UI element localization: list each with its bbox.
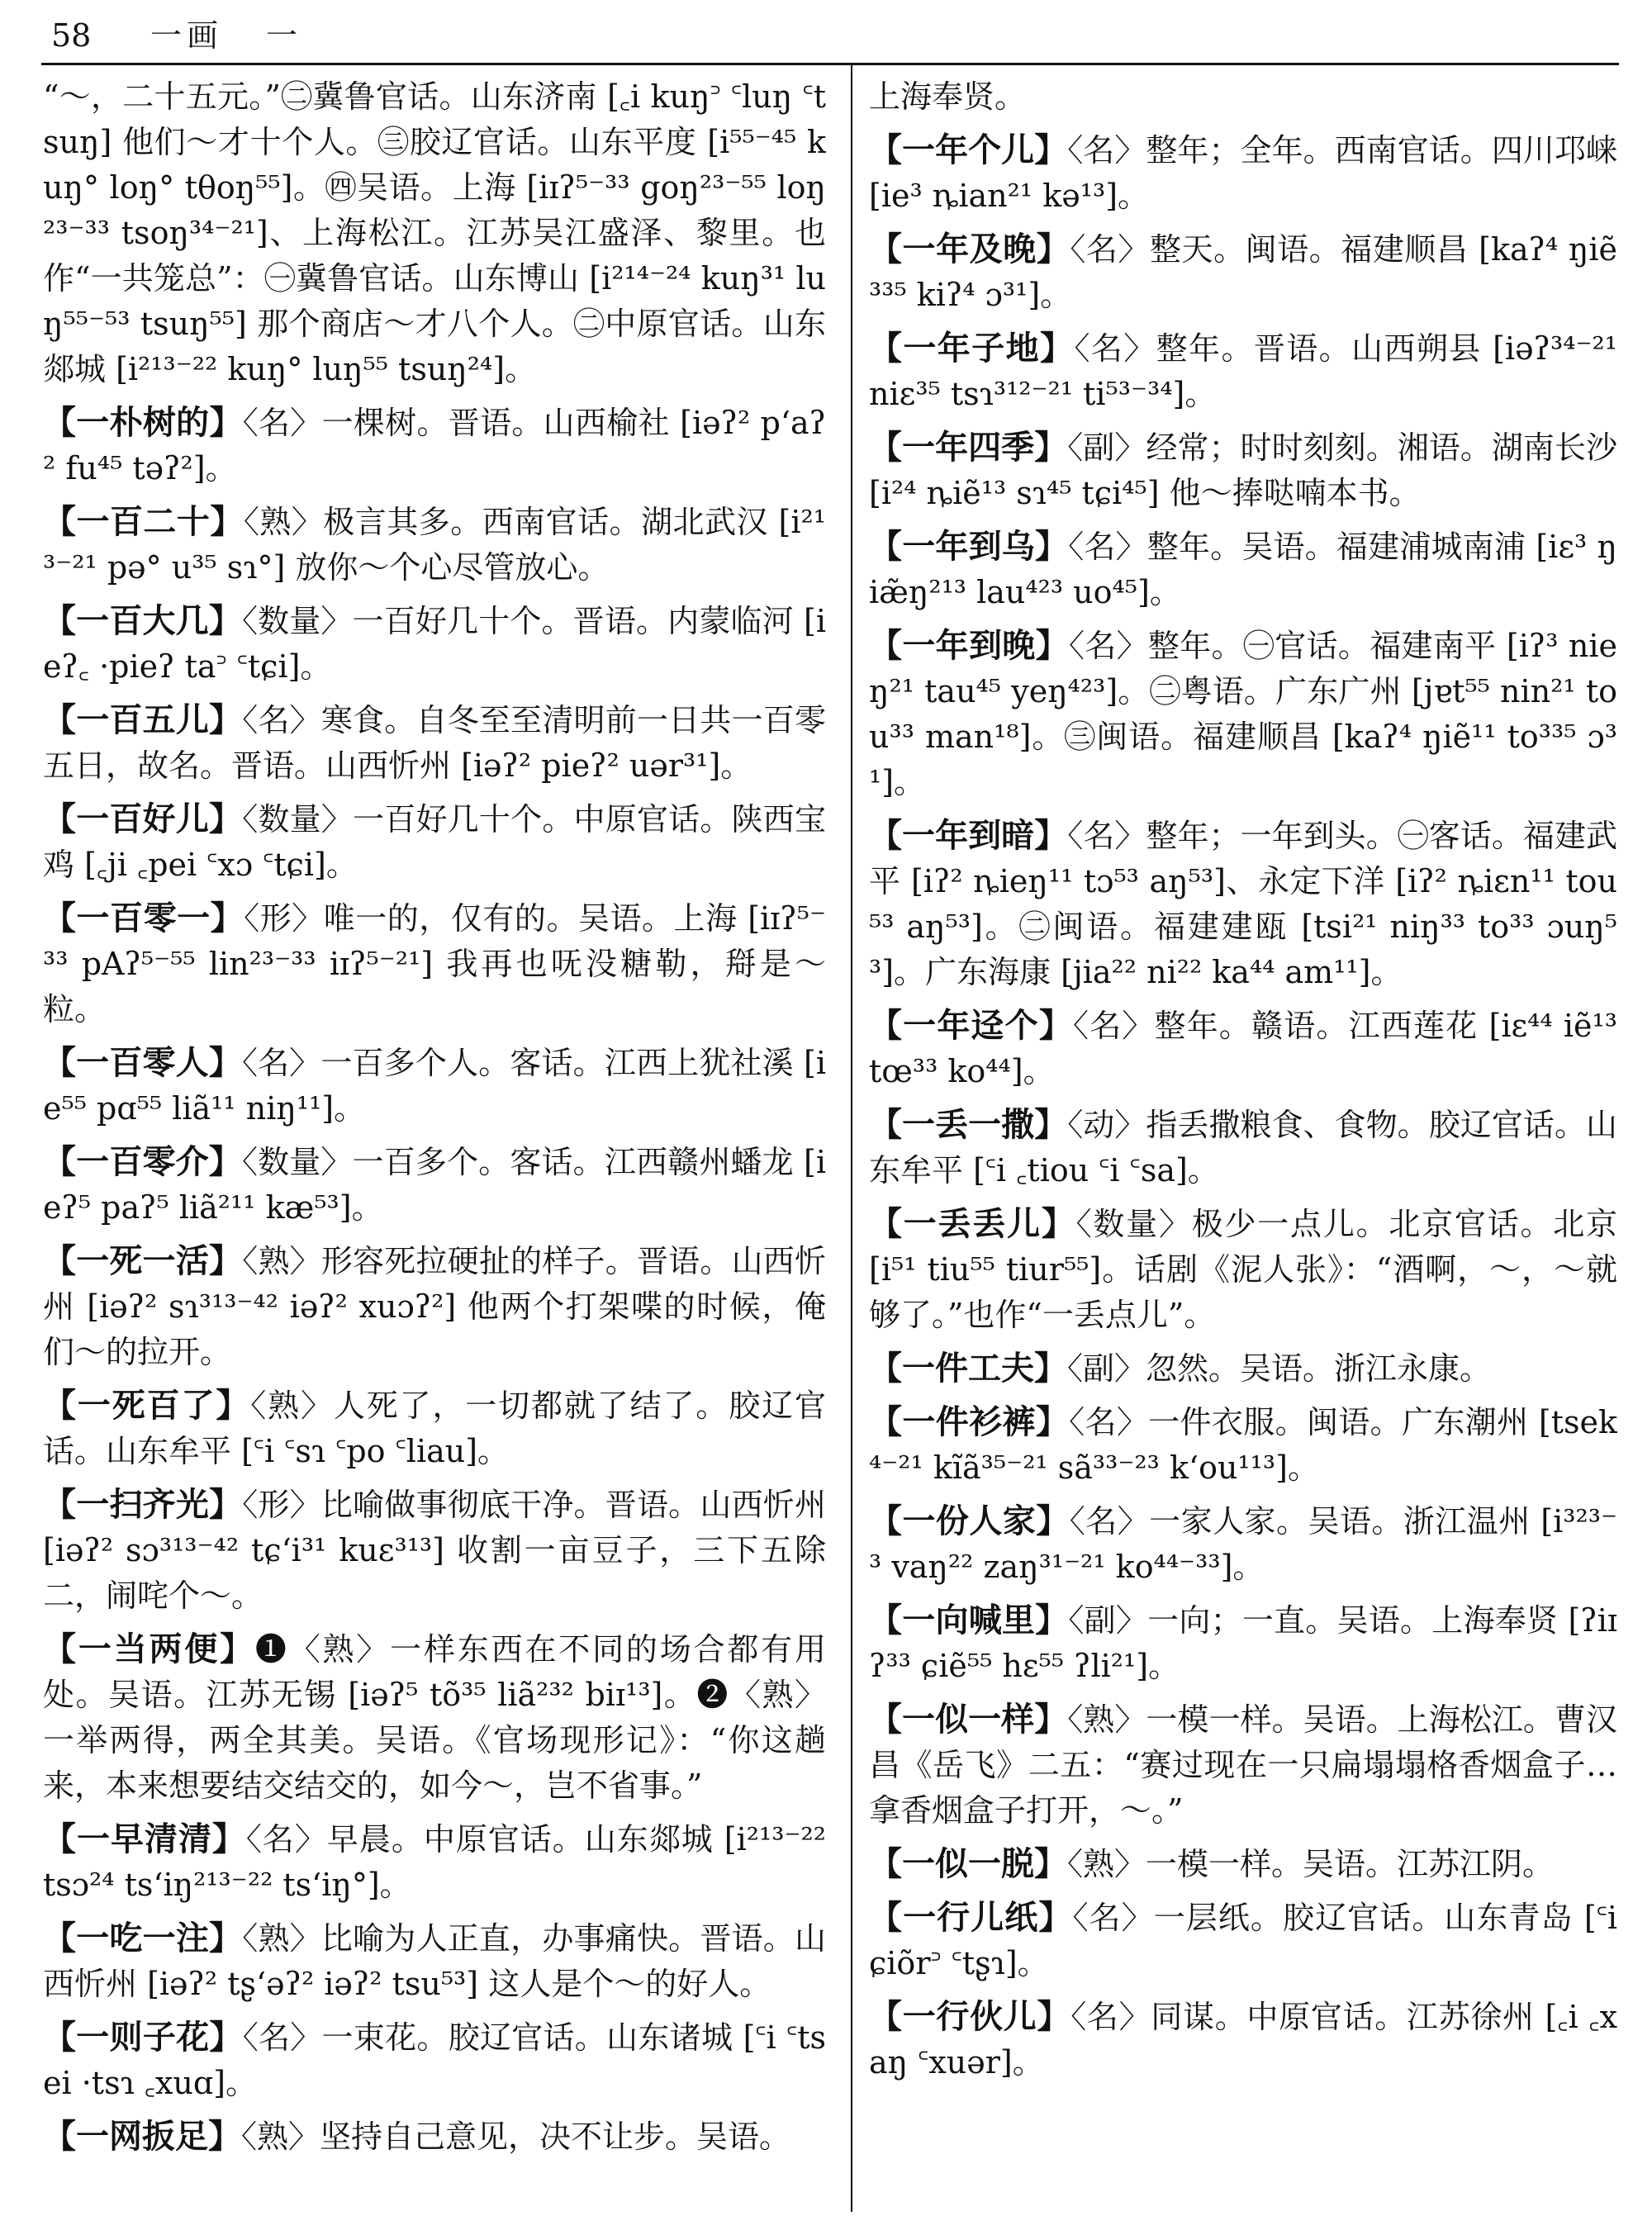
entry-headword: 【一吃一注】 xyxy=(43,1919,243,1957)
entry-headword: 【一年到乌】 xyxy=(869,527,1069,566)
entry-headword: 【一年到暗】 xyxy=(869,816,1068,855)
entry-definition: 〈形〉唯一的，仅有的。吴语。上海 [iɪʔ⁵⁻³³ pAʔ⁵⁻⁵⁵ lin²³⁻³³ iɪʔ⁵⁻²¹] 我再也呒没糖勒，搿是～粒。 xyxy=(43,900,826,1027)
entry-continuation xyxy=(869,74,1617,120)
entry-headword: 【一网扳足】 xyxy=(43,2117,241,2156)
entry-headword: 【一百大几】 xyxy=(43,601,242,640)
dictionary-entry xyxy=(43,598,826,690)
entry-definition: 〈名〉一束花。胶辽官话。山东诸城 [꜂i ꜂tsei ·tsɿ ꜀xuɑ]。 xyxy=(43,2019,826,2101)
entry-headword: 【一百好儿】 xyxy=(43,799,243,838)
dictionary-entry xyxy=(43,1139,826,1231)
entry-definition: 〈名〉整年。赣语。江西莲花 [iɛ⁴⁴ iẽ¹³ tœ³³ ko⁴⁴]。 xyxy=(869,1008,1617,1089)
entry-definition: 上海奉贤。 xyxy=(869,78,1027,115)
entry-headword: 【一百五儿】 xyxy=(43,700,243,739)
dictionary-entry xyxy=(869,1102,1617,1193)
entry-headword: 【一件衫裤】 xyxy=(869,1402,1070,1441)
radical-section: 一画 xyxy=(150,17,224,54)
entry-definition: 〈形〉比喻做事彻底干净。晋语。山西忻州 [iəʔ² sɔ³¹³⁻⁴² tɕʻi³¹ kuɛ³¹³] 收割一亩豆子，三下五除二，闹咤个～。 xyxy=(43,1487,826,1614)
dictionary-entry xyxy=(43,499,826,591)
entry-definition: 〈熟〉极言其多。西南官话。湖北武汉 [i²¹³⁻²¹ pə° u³⁵ sɿ°] 放你～个心尽管放心。 xyxy=(43,504,826,586)
dictionary-entry xyxy=(869,623,1617,805)
entry-headword: 【一似一脱】 xyxy=(869,1844,1067,1883)
dictionary-entry xyxy=(43,895,826,1032)
right-column xyxy=(869,74,1617,2213)
entry-definition: 〈名〉整年；全年。西南官话。四川邛崃 [ie³ ȵian²¹ kə¹³]。 xyxy=(869,132,1617,214)
entry-headword: 【一份人家】 xyxy=(869,1502,1070,1540)
entry-headword: 【一似一样】 xyxy=(869,1700,1068,1739)
entry-definition: 〈名〉整年；一年到头。㊀客话。福建武平 [iʔ² ȵieŋ¹¹ tɔ⁵³ aŋ⁵³]、永定下洋 [iʔ² ȵiɛn¹¹ tou⁵³ aŋ⁵³]。㊁闽语。福建建瓯 [tsi²¹ niŋ³³ to³³ ɔuŋ⁵³]。广东海康 [jia²² ni²² ka⁴⁴ am¹¹]。 xyxy=(869,818,1617,990)
dictionary-entry xyxy=(43,1626,826,1809)
dictionary-entry xyxy=(869,1841,1617,1887)
dictionary-entry xyxy=(869,1498,1617,1590)
entry-definition: 〈名〉一层纸。胶辽官话。山东青岛 [꜂i ɕiõr꜄ ꜂tʂɿ]。 xyxy=(869,1900,1617,1981)
column-divider xyxy=(851,64,852,2212)
left-column xyxy=(43,74,826,2213)
entry-headword: 【一丢一撒】 xyxy=(869,1105,1068,1144)
entry-headword: 【一年到晚】 xyxy=(869,626,1069,665)
entry-headword: 【一死百了】 xyxy=(43,1386,251,1425)
entry-definition: 〈名〉一百多个人。客话。江西上犹社溪 [ie⁵⁵ pɑ⁵⁵ liã¹¹ niŋ¹¹]。 xyxy=(43,1045,826,1127)
entry-headword: 【一百零一】 xyxy=(43,899,244,937)
entry-definition: 〈名〉一件衣服。闽语。广东潮州 [tsek⁴⁻²¹ kĩã³⁵⁻²¹ sã³³⁻²³ kʻou¹¹³]。 xyxy=(869,1404,1617,1486)
entry-headword: 【一早清清】 xyxy=(43,1820,246,1858)
entry-definition: 〈熟〉人死了，一切都就了结了。胶辽官话。山东牟平 [꜂i ꜂sɿ ꜂po ꜂liau]。 xyxy=(43,1388,826,1469)
dictionary-entry xyxy=(43,1482,826,1619)
entry-headword: 【一则子花】 xyxy=(43,2018,243,2057)
entry-definition: 〈数量〉极少一点儿。北京官话。北京 [i⁵¹ tiu⁵⁵ tiur⁵⁵]。话剧《泥人张》：“酒啊，～，～就够了。”也作“一丢点儿”。 xyxy=(869,1206,1617,1333)
entry-definition: 〈名〉整年。㊀官话。福建南平 [iʔ³ nieŋ²¹ tau⁴⁵ yeŋ⁴²³]。㊁粤语。广东广州 [jɐt⁵⁵ nin²¹ tou³³ man¹⁸]。㊂闽语。福建顺昌 [kaʔ⁴ ŋiẽ¹¹ to³³⁵ ɔ³¹]。 xyxy=(869,628,1617,800)
entry-headword: 【一年迳个】 xyxy=(869,1006,1074,1045)
dictionary-entry xyxy=(869,1399,1617,1491)
entry-definition: 〈动〉指丢撒粮食、食物。胶辽官话。山东牟平 [꜂i ꜀tiou ꜂i ꜂sa]。 xyxy=(869,1107,1617,1189)
entry-headword: 【一百零人】 xyxy=(43,1043,242,1082)
dictionary-entry xyxy=(43,1915,826,2007)
entry-definition: 〈名〉一棵树。晋语。山西榆社 [iəʔ² pʻaʔ² fu⁴⁵ təʔ²]。 xyxy=(43,405,826,486)
entry-definition: 〈名〉整年。晋语。山西朔县 [iəʔ³⁴⁻²¹ niɛ³⁵ tsɿ³¹²⁻²¹ ti⁵³⁻³⁴]。 xyxy=(869,330,1617,412)
dictionary-entry xyxy=(869,1201,1617,1338)
dictionary-entry xyxy=(869,1597,1617,1689)
entry-definition: 〈副〉忽然。吴语。浙江永康。 xyxy=(1067,1350,1492,1387)
dictionary-entry xyxy=(869,325,1617,417)
dictionary-entry xyxy=(43,1383,826,1474)
entry-headword: 【一向喊里】 xyxy=(869,1601,1069,1639)
entry-headword: 【一百二十】 xyxy=(43,502,244,541)
entry-definition: “～，二十五元。”㊁冀鲁官话。山东济南 [꜀i kuŋ꜄ ꜂luŋ ꜂tsuŋ] 他们～才十个人。㊂胶辽官话。山东平度 [i⁵⁵⁻⁴⁵ kuŋ° loŋ° tθoŋ⁵⁵]。㊃吴语。上海 [iɪʔ⁵⁻³³ goŋ²³⁻⁵⁵ loŋ²³⁻³³ tsoŋ³⁴⁻²¹]、上海松江。江苏吴江盛泽、黎里。也作“一共笼总”：㊀冀鲁官话。山东博山 [i²¹⁴⁻²⁴ kuŋ³¹ luŋ⁵⁵⁻⁵³ tsuŋ⁵⁵] 那个商店～才八个人。㊁中原官话。山东郯城 [i²¹³⁻²² kuŋ° luŋ⁵⁵ tsuŋ²⁴]。 xyxy=(43,78,826,387)
page-number: 58 xyxy=(51,17,92,54)
entry-definition: 〈名〉整天。闽语。福建顺昌 [kaʔ⁴ ŋiẽ³³⁵ kiʔ⁴ ɔ³¹]。 xyxy=(869,231,1617,313)
entry-definition: 〈副〉经常；时时刻刻。湘语。湖南长沙 [i²⁴ ȵiẽ¹³ sɿ⁴⁵ tɕi⁴⁵] 他～捧哒喃本书。 xyxy=(869,429,1617,511)
dictionary-entry xyxy=(869,226,1617,318)
entry-headword: 【一百零介】 xyxy=(43,1142,242,1181)
entry-definition: 〈熟〉一模一样。吴语。上海松江。曹汉昌《岳飞》二五：“赛过现在一只扁塌塌格香烟盒子…拿香烟盒子打开，～。” xyxy=(869,1701,1617,1829)
dictionary-entry xyxy=(869,127,1617,219)
entry-headword: 【一扫齐光】 xyxy=(43,1485,243,1524)
entry-definition: 〈名〉一家人家。吴语。浙江温州 [i³²³⁻³ vaŋ²² zaŋ³¹⁻²¹ ko⁴⁴⁻³³]。 xyxy=(869,1503,1617,1585)
dictionary-entry xyxy=(43,2114,826,2160)
entry-headword: 【一年个儿】 xyxy=(869,130,1068,169)
entry-definition: 〈熟〉形容死拉硬扯的样子。晋语。山西忻州 [iəʔ² sɿ³¹³⁻⁴² iəʔ² xuɔʔ²] 他两个打架喋的时候，俺们～的拉开。 xyxy=(43,1243,826,1370)
entry-definition: 〈名〉寒食。自冬至至清明前一日共一百零五日，故名。晋语。山西忻州 [iəʔ² pieʔ² uər³¹]。 xyxy=(43,702,826,784)
entry-headword: 【一年及晚】 xyxy=(869,230,1070,268)
dictionary-entry xyxy=(43,2014,826,2106)
dictionary-entry xyxy=(869,1345,1617,1392)
entry-headword: 【一行伙儿】 xyxy=(869,1997,1071,2036)
entry-definition: 〈数量〉一百好几十个。中原官话。陕西宝鸡 [꜀ji ꜀pei ꜂xɔ ꜂tɕi]。 xyxy=(43,801,826,883)
entry-headword: 【一当两便】 xyxy=(43,1630,255,1668)
dictionary-entry xyxy=(43,1816,826,1908)
entry-definition: 〈名〉早晨。中原官话。山东郯城 [i²¹³⁻²² tsɔ²⁴ tsʻiŋ²¹³⁻²² tsʻiŋ°]。 xyxy=(43,1821,826,1903)
entry-headword: 【一朴树的】 xyxy=(43,403,243,442)
page-header xyxy=(51,15,1604,56)
dictionary-entry xyxy=(869,813,1617,995)
dictionary-entry xyxy=(43,1040,826,1132)
dictionary-entry xyxy=(43,697,826,789)
entry-headword: 【一丢丢儿】 xyxy=(869,1204,1076,1243)
entry-definition: 〈熟〉比喻为人正直，办事痛快。晋语。山西忻州 [iəʔ² tʂʻəʔ² iəʔ² tsu⁵³] 这人是个～的好人。 xyxy=(43,1920,826,2002)
entry-headword: 【一死一活】 xyxy=(43,1241,243,1280)
entry-definition: 〈数量〉一百好几十个。晋语。内蒙临河 [ieʔ꜀ ·pieʔ ta꜄ ꜂tɕi]。 xyxy=(43,603,826,685)
entry-definition: 〈名〉同谋。中原官话。江苏徐州 [꜀i ꜀xaŋ ꜂xuər]。 xyxy=(869,1999,1617,2081)
entry-definition: 〈副〉一向；一直。吴语。上海奉贤 [ʔiɪʔ³³ ɕiẽ⁵⁵ hɛ⁵⁵ ʔli²¹]。 xyxy=(869,1602,1617,1684)
entry-continuation xyxy=(43,74,826,392)
header-rule xyxy=(41,63,1619,65)
dictionary-entry xyxy=(869,1994,1617,2085)
dictionary-entry xyxy=(43,796,826,888)
dictionary-entry xyxy=(869,524,1617,615)
entry-definition: 〈熟〉坚持自己意见，决不让步。吴语。 xyxy=(241,2118,791,2155)
dictionary-entry xyxy=(43,1238,826,1375)
entry-definition: 〈名〉整年。吴语。福建浦城南浦 [iɛ³ ŋiæ̃ŋ²¹³ lau⁴²³ uo⁴⁵]。 xyxy=(869,529,1617,610)
dictionary-entry xyxy=(43,400,826,491)
entry-headword: 【一行儿纸】 xyxy=(869,1898,1073,1937)
dictionary-entry xyxy=(869,1696,1617,1834)
entry-definition: ❶〈熟〉一样东西在不同的场合都有用处。吴语。江苏无锡 [iəʔ⁵ tõ³⁵ liã²³² biɪ¹³]。❷〈熟〉一举两得，两全其美。吴语。《官场现形记》：“你这趟来，本来想要结交结交的，如今～，岂不省事。” xyxy=(43,1631,826,1804)
entry-headword: 【一件工夫】 xyxy=(869,1349,1067,1388)
index-character: 一 xyxy=(266,17,298,54)
dictionary-entry xyxy=(869,1003,1617,1094)
entry-definition: 〈数量〉一百多个。客话。江西赣州蟠龙 [ieʔ⁵ paʔ⁵ liã²¹¹ kæ⁵³]。 xyxy=(43,1144,826,1226)
entry-headword: 【一年子地】 xyxy=(869,329,1075,368)
entry-definition: 〈熟〉一模一样。吴语。江苏江阴。 xyxy=(1067,1846,1555,1882)
dictionary-entry xyxy=(869,425,1617,516)
dictionary-entry xyxy=(869,1895,1617,1986)
entry-headword: 【一年四季】 xyxy=(869,428,1068,467)
